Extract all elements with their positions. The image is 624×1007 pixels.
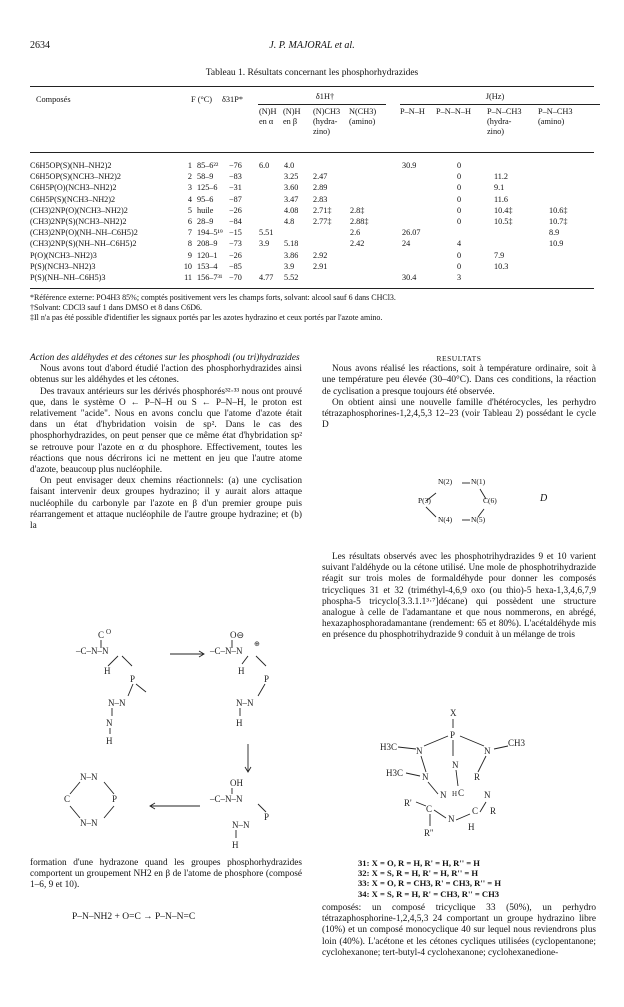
table-header-rule [30, 152, 594, 153]
svg-text:N: N [422, 772, 429, 782]
table-row: P(S)(NH–NH–C6H5)3 11 156–7³¹ −70 4.77 5.52 30.4 3 [30, 272, 462, 282]
th-nch3-hydrazino: (N)CH3 (hydra- zino) [313, 107, 341, 136]
ring-label: D [540, 493, 548, 504]
footnote: ‡Il n'a pas été possible d'identifier les signaux portés par les azotes hydrazino et ceux portés par l'azote amino. [30, 313, 383, 322]
th-d1h-rule [258, 104, 386, 105]
compound-label-33: 33: X = O, R = CH3, R' = CH3, R'' = H [358, 878, 502, 889]
th-j: J(Hz) [485, 92, 505, 101]
th-j-rule [400, 104, 600, 105]
th-pnnh: P–N–N–H [436, 107, 472, 116]
th-nh-beta: (N)H en β [283, 107, 301, 126]
svg-text:P: P [130, 674, 136, 684]
running-head: J. P. MAJORAL et al. [269, 40, 355, 51]
paragraph: Les résultats observés avec les phosphotrihydrazides 9 et 10 varient suivant l'aldéhyde ou la cétone utilisé. Une mole de phosphotrihydrazide réagit sur trois moles de formaldéhyde pour donner les composés tricycliques 31 et 32 (triméthyl-4,6,9 oxo (ou thio)-5 hexa-1,3,4,6,7,9 phospha-5 tricyclo[3.3.1.1³·⁷]décane) qui possèdent une structure analogue à celle de l'adamantane et que nous nommerons, en abrégé, hexazaphosphoradamantane (rendement: 65 et 80%). L'acétaldéhyde mis en présence du phosphotrihydrazide 9 conduit à un mélange de trois [322, 552, 596, 641]
svg-text:N: N [106, 718, 113, 728]
reaction-scheme [60, 622, 300, 852]
paragraph: Nous avons réalisé les réactions, soit à température ordinaire, soit à une température peu élevée (30–40°C). Dans ces conditions, la réaction de cyclisation a presque toujours été observée. [322, 364, 596, 397]
svg-text:P: P [112, 794, 118, 804]
svg-text:H: H [452, 790, 458, 798]
svg-text:H: H [468, 822, 475, 832]
compound-label-31: 31: X = O, R = H, R' = H, R'' = H [358, 858, 480, 868]
section-heading: Action des aldéhydes et des cétones sur les phosphodi (ou tri)hydrazides [30, 353, 300, 363]
section-heading: RESULTATS [436, 354, 482, 363]
compound-label-32: 32: X = S, R = H, R' = H, R'' = H [358, 868, 479, 879]
table-bottom-rule [30, 288, 594, 289]
svg-text:R: R [490, 806, 497, 816]
left-column-top [30, 353, 302, 532]
svg-text:N: N [440, 790, 447, 800]
svg-text:R': R' [404, 798, 412, 808]
table-row: C6H5OP(S)(NH–NH2)2 1 85–6²² −76 6.0 4.0 30.9 0 [30, 161, 462, 170]
svg-text:H: H [106, 736, 113, 746]
svg-text:N–N: N–N [80, 772, 98, 782]
svg-text:N: N [452, 760, 459, 770]
ring-atom-n1: N(1) [471, 477, 486, 486]
table-row: (CH3)2NP(O)(NCH3–NH2)2 5 huile −26 4.08 2.71‡ 2.8‡ 0 10.4‡ 10.6‡ [30, 205, 568, 215]
left-column-bottom [30, 858, 302, 892]
svg-text:N: N [448, 814, 455, 824]
table-row: (CH3)2NP(S)(NH–NH–C6H5)2 8 208–9 −73 3.9 5.18 2.42 24 4 10.9 [30, 239, 564, 249]
footnote: †Solvant: CDCl3 sauf 1 dans DMSO et 8 dans C6D6. [30, 303, 202, 312]
paragraph: Nous avons tout d'abord étudié l'action des phosphorhydrazides ainsi obtenus sur les aldéhydes et les cétones. [30, 364, 302, 386]
svg-text:N: N [416, 746, 423, 756]
page-number: 2634 [30, 40, 50, 51]
svg-text:O: O [106, 628, 112, 636]
svg-text:N–N: N–N [236, 698, 254, 708]
svg-text:C: C [64, 794, 71, 804]
running-header [30, 40, 594, 54]
ring-atom-n4: N(4) [438, 515, 453, 524]
paragraph: formation d'une hydrazone quand les groupes phosphorhydrazides comportent un groupement NH2 en β de l'atome de phosphore (composé 1–6, 9 et 10). [30, 858, 302, 891]
right-column-top [322, 353, 596, 431]
table-row: P(S)(NCH3–NH2)3 10 153–4 −85 3.9 2.91 0 10.3 [30, 261, 509, 271]
svg-text:H: H [238, 666, 245, 676]
paragraph: composés: un composé tricyclique 33 (50%), un perhydro tétrazaphosphorine-1,2,4,5,3 24 comportant un groupe hydrazino libre (10%) et un composé monocyclique 40 sur lequel nous reviendrons plus loin (40%). L'acétone et les cétones cycliques utilisées (cyclopentanone; cyclohexanone; tert-butyl-4 cyclohexanone; cyclohexanedione- [322, 903, 596, 958]
svg-text:C: C [458, 788, 465, 798]
svg-text:C: C [472, 806, 479, 816]
paragraph: On peut envisager deux chemins réactionnels: (a) une cyclisation faisant intervenir deux groupes hydrazino; il y aurait alors attaque nucléophile du carbonyle par l'azote en β d'un premier groupe puis réarrangement et attaque nucléophile de l'autre groupe hydrazine; et (b) la [30, 476, 302, 532]
ring-atom-n5: N(5) [471, 515, 486, 524]
compound-legend [358, 858, 598, 899]
paragraph: On obtient ainsi une nouvelle famille d'hétérocycles, les perhydro tétrazaphosphorines-1,2,4,5,3 12–23 (voir Tableau 2) possédant le cycle D [322, 397, 596, 431]
th-compounds: Composés [36, 95, 71, 104]
paragraph: Des travaux antérieurs sur les dérivés phosphorés³²·³³ nous ont prouvé que, dans le système O ← P–N–H ou S ← P–N–H, le proton est relativement "acide". Nous en avons conclu que l'atome d'azote était dans un état d'hybridation voisin de sp². Dans le cas des phosphorhydrazides, on peut penser que ce même état d'hybridation sp² se retrouve pour l'azote en α du phosphore. Effectivement, toutes les réactions que nous décrirons ici ne mettent en jeu que l'autre atome d'azote, beaucoup plus nucléophile. [30, 386, 302, 476]
th-pnh: P–N–H [400, 107, 425, 116]
svg-text:P: P [450, 730, 456, 740]
svg-text:⊕: ⊕ [254, 640, 260, 648]
right-column-bottom [322, 903, 596, 959]
svg-text:–C–N–N: –C–N–N [210, 794, 243, 804]
table-row: C6H5P(O)(NCH3–NH2)2 3 125–6 −31 3.60 2.89 0 9.1 [30, 183, 505, 193]
th-melting: F (°C) [191, 95, 213, 104]
svg-text:N–N: N–N [80, 818, 98, 828]
svg-text:H: H [236, 718, 243, 728]
th-pnch3-hydrazino: P–N–CH3 (hydra- zino) [487, 107, 522, 136]
svg-text:H3C: H3C [380, 742, 398, 752]
footnote: *Référence externe: PO4H3 85%; comptés positivement vers les champs forts, solvant: alcool sauf 6 dans CHCl3. [30, 293, 396, 302]
svg-text:H3C: H3C [386, 768, 404, 778]
table-top-rule [30, 86, 594, 87]
svg-text:R: R [474, 772, 481, 782]
svg-text:C: C [98, 630, 105, 640]
svg-text:X: X [450, 708, 457, 718]
table-row: C6H5P(S)(NCH3–NH2)2 4 95–6 −87 3.47 2.83 0 11.6 [30, 194, 509, 204]
svg-text:N–N: N–N [232, 820, 250, 830]
svg-text:–C–N–N: –C–N–N [210, 646, 243, 656]
ring-atom-n2: N(2) [438, 477, 453, 486]
svg-text:–C–N–N: –C–N–N [76, 646, 109, 656]
svg-text:CH3: CH3 [508, 738, 526, 748]
th-pnch3-amino: P–N–CH3 (amino) [538, 107, 573, 126]
table-footnotes [30, 293, 594, 323]
th-nch3-amino: N(CH3) (amino) [349, 107, 377, 126]
svg-text:N–N: N–N [108, 698, 126, 708]
svg-text:P: P [264, 674, 270, 684]
svg-text:P: P [264, 812, 270, 822]
svg-text:OH: OH [230, 778, 243, 788]
svg-text:C: C [426, 804, 433, 814]
hexazaphosphoradamantane-diagram [368, 706, 548, 856]
ring-atom-c6: C(6) [483, 496, 497, 505]
svg-text:O⊖: O⊖ [230, 630, 245, 640]
table-row: (CH3)2NP(O)(NH–NH–C6H5)2 7 194–5¹⁹ −15 5.51 2.6 26.07 8.9 [30, 228, 560, 238]
compound-label-34: 34: X = S, R = H, R' = CH3, R'' = CH3 [358, 888, 500, 899]
right-column-middle [322, 552, 596, 642]
svg-text:H: H [232, 840, 239, 850]
table-row: P(O)(NCH3–NH2)3 9 120–1 −26 3.86 2.92 0 7.9 [30, 250, 505, 260]
hydrazone-equation: P–N–NH2 + O=C → P–N–N=C [72, 912, 196, 922]
svg-text:R'': R'' [424, 828, 434, 838]
table-row: C6H5OP(S)(NCH3–NH2)2 2 58–9 −83 3.25 2.47 0 11.2 [30, 172, 509, 182]
th-d31p: δ31P* [222, 95, 243, 104]
svg-text:N: N [484, 746, 491, 756]
table-row: (CH3)2NP(S)(NCH3–NH2)2 6 28–9 −84 4.8 2.77‡ 2.88‡ 0 10.5‡ 10.7‡ [30, 216, 568, 226]
table-body [30, 160, 600, 283]
svg-text:N: N [484, 790, 491, 800]
th-d1h: δ1H† [315, 92, 335, 101]
ring-atom-p3: P(3) [418, 496, 431, 505]
th-nh-alpha: (N)H en α [259, 107, 277, 126]
table-caption: Tableau 1. Résultats concernant les phosphorhydrazides [205, 68, 419, 78]
svg-text:H: H [104, 666, 111, 676]
